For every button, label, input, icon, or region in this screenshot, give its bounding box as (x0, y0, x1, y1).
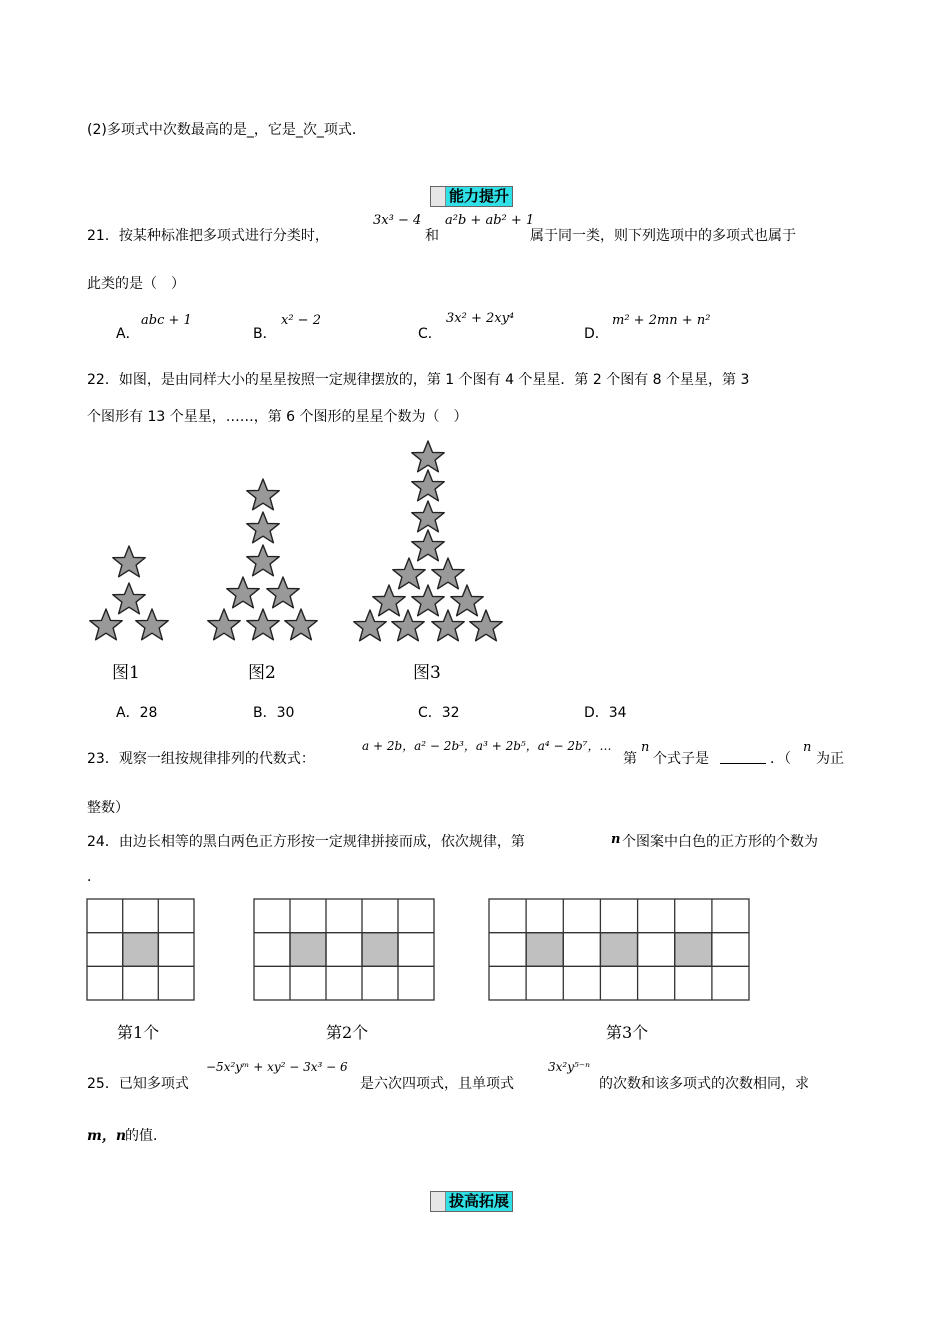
q23-sequence: a + 2b，a² − 2b³，a³ + 2b⁵，a⁴ − 2b⁷，… (362, 739, 612, 753)
q24-line1-a: 24．由边长相等的黑白两色正方形按一定规律拼接而成，依次规律，第 (87, 834, 525, 850)
square-figure-2-label: 第2个 (326, 1023, 369, 1042)
q23-mid2: 个式子是 (653, 751, 709, 767)
star-figure-2-label: 图2 (248, 663, 276, 683)
section-badge-ability (430, 186, 513, 207)
q23-var-n: n (641, 740, 650, 755)
star (113, 583, 145, 614)
star (267, 577, 299, 608)
square-figure-1 (87, 899, 194, 1000)
shaded-square (526, 933, 563, 967)
star (208, 609, 240, 640)
q25-suffix: 的次数和该多项式的次数相同，求 (599, 1076, 809, 1092)
q21-line2: 此类的是（ ） (87, 276, 185, 292)
star (113, 546, 145, 577)
q21-option-a-expr: abc + 1 (141, 313, 192, 328)
q25-mid: 是六次四项式，且单项式 (360, 1076, 514, 1092)
star (247, 479, 279, 510)
q21-option-a-label: A． (116, 326, 140, 342)
section-title: 拔高拓展 (446, 1192, 512, 1211)
star (412, 530, 444, 561)
q21-option-d-expr: m² + 2mn + n² (612, 313, 711, 328)
square-figure-1-label: 第1个 (117, 1023, 160, 1042)
q21-expr2: a²b + ab² + 1 (445, 213, 535, 228)
star-figure-2 (208, 479, 317, 640)
q23-answer-blank[interactable] (720, 749, 766, 764)
q24-line1-b: 个图案中白色的正方形的个数为 (622, 834, 818, 850)
q22-line2: 个图形有 13 个星星，……，第 6 个图形的星星个数为（ ） (87, 409, 468, 425)
square-figures (0, 890, 950, 1010)
star-figure-1 (90, 546, 168, 640)
q21-option-d-label: D． (584, 326, 609, 342)
q23-end2: 为正 (816, 751, 844, 767)
star (393, 558, 425, 589)
q21-suffix: 属于同一类，则下列选项中的多项式也属于 (530, 228, 796, 244)
star (136, 609, 168, 640)
q25-line2-end: 的值． (125, 1128, 167, 1144)
q23-prefix: 23．观察一组按规律排列的代数式： (87, 751, 315, 767)
star (412, 501, 444, 532)
star (247, 609, 279, 640)
star (412, 470, 444, 501)
q21-and: 和 (425, 228, 439, 244)
q22-option-c: C．32 (418, 705, 460, 721)
square-figure-3 (489, 899, 749, 1000)
grid-frame (254, 899, 434, 1000)
q22-option-b: B．30 (253, 705, 295, 721)
q25-polynomial: −5x²yᵐ + xy² − 3x³ − 6 (206, 1060, 348, 1074)
q21-option-c-expr: 3x² + 2xy⁴ (446, 311, 515, 326)
q24-var-n: n (611, 832, 621, 847)
q22-line1: 22．如图，是由同样大小的星星按照一定规律摆放的，第 1 个图有 4 个星星．第 2 个图有 8 个星星，第 3 (87, 372, 750, 388)
shaded-square (290, 933, 326, 967)
shaded-square (362, 933, 398, 967)
q24-line2: ． (87, 869, 101, 885)
star (247, 545, 279, 576)
q22-option-a: A．28 (116, 705, 158, 721)
star-figures (0, 430, 950, 690)
q21-option-b-label: B． (253, 326, 277, 342)
q25-prefix: 25．已知多项式 (87, 1076, 189, 1092)
star (285, 609, 317, 640)
star-figure-3-label: 图3 (413, 663, 441, 683)
q23-end: ．（ (770, 751, 791, 767)
square-figure-3-label: 第3个 (606, 1023, 649, 1042)
q23-var-n2: n (803, 740, 812, 755)
shaded-square (123, 933, 159, 967)
star (412, 441, 444, 472)
q21-prefix: 21．按某种标准把多项式进行分类时， (87, 228, 329, 244)
square-figure-2 (254, 899, 434, 1000)
q25-vars: m，n (87, 1128, 126, 1144)
q22-option-d: D．34 (584, 705, 627, 721)
q21-option-c-label: C． (418, 326, 442, 342)
star (432, 558, 464, 589)
q21-expr1: 3x³ − 4 (373, 213, 422, 228)
star-figure-1-label: 图1 (112, 663, 140, 683)
badge-lead (431, 187, 446, 206)
star (373, 585, 405, 616)
star (90, 609, 122, 640)
q23-mid: 第 (623, 751, 637, 767)
star-figure-3 (354, 441, 502, 641)
shaded-square (600, 933, 637, 967)
shaded-square (675, 933, 712, 967)
q20-part2: (2)多项式中次数最高的是_，它是_次_项式． (87, 122, 366, 138)
q21-option-b-expr: x² − 2 (281, 313, 321, 328)
star (451, 585, 483, 616)
section-title: 能力提升 (446, 187, 512, 206)
badge-lead (431, 1192, 446, 1211)
q23-line2: 整数） (87, 800, 129, 816)
q25-monomial: 3x²y⁵⁻ⁿ (548, 1060, 590, 1074)
section-badge-extension (430, 1191, 513, 1212)
star (412, 585, 444, 616)
star (247, 512, 279, 543)
star (227, 577, 259, 608)
